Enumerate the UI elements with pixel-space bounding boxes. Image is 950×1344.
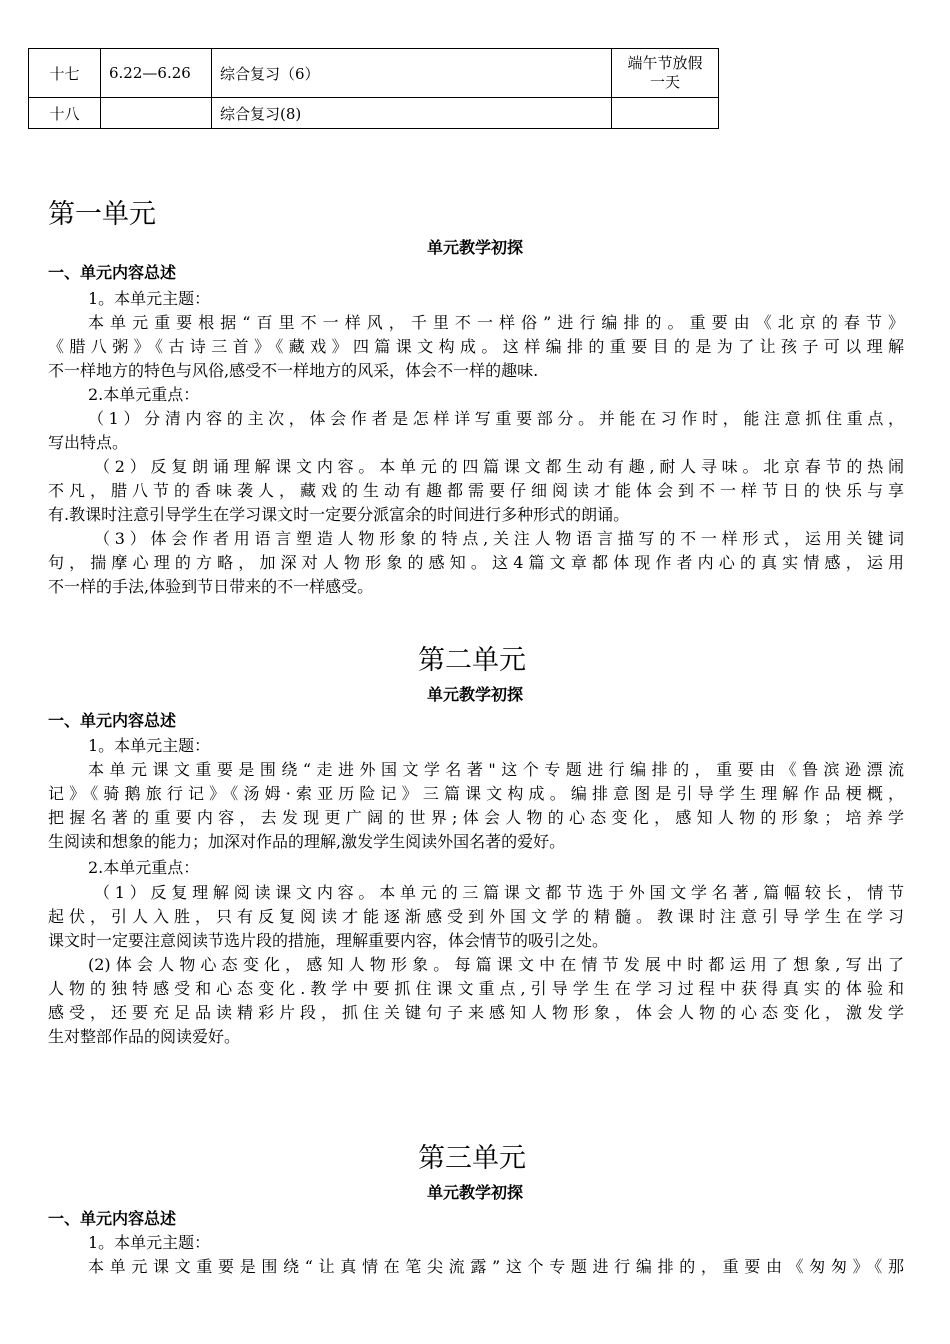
unit1-focus-line: （3）体会作者用语言塑造人物形象的特点,关注人物语言描写的不一样形式，运用关键词 <box>94 529 904 548</box>
unit2-focus-line: 课文时一定要注意阅读节选片段的措施，理解重要内容，体会情节的吸引之处。 <box>48 931 609 950</box>
note-cell <box>612 49 719 98</box>
unit1-focus-line: （1）分清内容的主次，体会作者是怎样详写重要部分。并能在习作时，能注意抓住重点， <box>88 409 904 428</box>
unit2-focus-line: （1）反复理解阅读课文内容。本单元的三篇课文都节选于外国文学名著,篇幅较长，情节 <box>94 883 904 902</box>
dates-cell: 6.22—6.26 <box>101 49 212 98</box>
unit2-title: 第二单元 <box>418 645 526 676</box>
unit1-theme-line: 不一样地方的特色与风俗,感受不一样地方的风采，体会不一样的趣味. <box>48 361 539 380</box>
note-line: 一天 <box>649 73 680 91</box>
content-cell: 综合复习（6） <box>212 49 612 98</box>
note-cell <box>612 98 719 129</box>
unit2-focus-line: 感受，还要充足品读精彩片段，抓住关键句子来感知人物形象，体会人物的心态变化，激发学 <box>48 1003 904 1022</box>
unit2-theme-line: 把握名著的重要内容，去发现更广阔的世界;体会人物的心态变化，感知人物的形象；培养学 <box>48 808 904 827</box>
unit1-title: 第一单元 <box>48 199 156 230</box>
unit1-focus-line: 有.教课时注意引导学生在学习课文时一定要分派富余的时间进行多种形式的朗诵。 <box>48 505 630 524</box>
unit1-focus-line: 句，揣摩心理的方略，加深对人物形象的感知。这4篇文章都体现作者内心的真实情感，运用 <box>48 553 904 572</box>
unit2-theme-line: 记》《骑鹅旅行记》《汤姆·索亚历险记》三篇课文构成。编排意图是引导学生理解作品梗概， <box>48 784 904 803</box>
dates-cell <box>101 98 212 129</box>
unit1-subtitle: 单元教学初探 <box>426 238 523 257</box>
schedule-table <box>28 48 719 129</box>
week-cell: 十七 <box>29 49 101 98</box>
unit2-focus-heading: 2.本单元重点： <box>88 858 200 877</box>
unit1-section-heading: 一、单元内容总述 <box>48 263 177 282</box>
unit3-theme-line: 本单元课文重要是围绕“让真情在笔尖流露”这个专题进行编排的，重要由《匆匆》《那 <box>88 1257 904 1276</box>
unit2-theme-heading: 1。本单元主题： <box>88 736 211 755</box>
unit1-focus-heading: 2.本单元重点： <box>88 385 200 404</box>
unit3-theme-heading: 1。本单元主题： <box>88 1233 211 1252</box>
unit1-focus-line: 不一样的手法,体验到节日带来的不一样感受。 <box>48 577 374 596</box>
unit2-subtitle: 单元教学初探 <box>426 685 523 704</box>
unit1-focus-line: 写出特点。 <box>48 433 129 452</box>
unit2-focus-line: 起伏，引人入胜，只有反复阅读才能逐渐感受到外国文学的精髓。教课时注意引导学生在学习 <box>48 907 904 926</box>
week-cell: 十八 <box>29 98 101 129</box>
unit1-theme-line: 《腊八粥》《古诗三首》《藏戏》四篇课文构成。这样编排的重要目的是为了让孩子可以理解 <box>48 337 904 356</box>
note-line: 端午节放假 <box>627 54 703 72</box>
unit2-focus-line: 人物的独特感受和心态变化.教学中要抓住课文重点,引导学生在学习过程中获得真实的体验和 <box>48 979 904 998</box>
unit1-focus-line: （2）反复朗诵理解课文内容。本单元的四篇课文都生动有趣,耐人寻味。北京春节的热闹 <box>94 457 904 476</box>
unit2-section-heading: 一、单元内容总述 <box>48 711 177 730</box>
content-cell: 综合复习(8) <box>212 98 612 129</box>
unit1-focus-line: 不凡，腊八节的香味袭人，藏戏的生动有趣都需要仔细阅读才能体会到不一样节日的快乐与享 <box>48 481 904 500</box>
unit3-title: 第三单元 <box>418 1143 526 1174</box>
unit2-focus-line: (2)体会人物心态变化，感知人物形象。每篇课文中在情节发展中时都运用了想象,写出了 <box>88 955 904 974</box>
table-row <box>29 49 719 98</box>
unit3-subtitle: 单元教学初探 <box>426 1183 523 1202</box>
table-row <box>29 98 719 129</box>
unit3-section-heading: 一、单元内容总述 <box>48 1209 177 1228</box>
unit2-theme-line: 本单元课文重要是围绕“走进外国文学名著"这个专题进行编排的，重要由《鲁滨逊漂流 <box>88 760 904 779</box>
unit1-theme-heading: 1。本单元主题： <box>88 289 211 308</box>
unit2-theme-line: 生阅读和想象的能力；加深对作品的理解,激发学生阅读外国名著的爱好。 <box>48 832 566 851</box>
unit1-theme-line: 本单元重要根据“百里不一样风，千里不一样俗”进行编排的。重要由《北京的春节》 <box>88 313 904 332</box>
unit2-focus-line: 生对整部作品的阅读爱好。 <box>48 1027 241 1046</box>
